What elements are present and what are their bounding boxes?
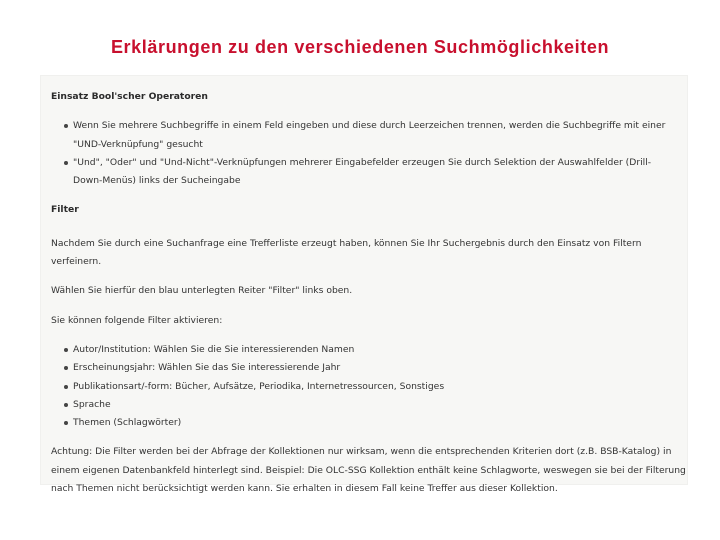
- bullet-icon: [64, 348, 68, 352]
- filter-bullet-list: [51, 341, 687, 432]
- section-heading-boolean: Einsatz Bool'scher Operatoren: [51, 91, 208, 102]
- list-item: [73, 396, 687, 414]
- bullet-icon: [64, 161, 68, 165]
- bullet-icon: [64, 403, 68, 407]
- spacer: [51, 106, 687, 117]
- bullet-icon: [64, 366, 68, 370]
- list-item-text: Sprache: [73, 398, 111, 410]
- list-item: [73, 378, 687, 396]
- section-heading-filter: Filter: [51, 204, 79, 216]
- page-title: Erklärungen zu den verschiedenen Suchmöglichkeiten: [110, 37, 610, 57]
- filter-options-intro-text: Sie können folgende Filter aktivieren:: [51, 314, 223, 326]
- filter-note-text: Achtung: Die Filter werden bei der Abfrage der Kollektionen nur wirksam, wenn die entsprechenden Kriterien dort (z.B. BSB-Katalog) in einem eigenen Datenbankfeld hinterlegt sind. Beispiel: Die OLC-SSG Kollektion enthält keine Schlagworte, weswegen sie bei der Filterung nach Themen nicht berücksichtigt werden kann. Sie erhalten in diesem Fall keine Treffer aus dieser Kollektion.: [51, 446, 686, 495]
- spacer: [51, 330, 687, 341]
- list-item-text: Autor/Institution: Wählen Sie die Sie interessierenden Namen: [73, 343, 355, 355]
- content-panel: [40, 75, 688, 495]
- filter-tab-hint-text: Wählen Sie hierfür den blau unterlegten Reiter "Filter" links oben.: [51, 285, 353, 297]
- filter-intro-text: Nachdem Sie durch eine Suchanfrage eine Trefferliste erzeugt haben, können Sie Ihr Suchergebnis durch den Einsatz von Filtern verfeinern.: [51, 237, 642, 268]
- list-item: [73, 359, 687, 377]
- bullet-icon: [64, 124, 68, 128]
- list-item-text: Wenn Sie mehrere Suchbegriffe in einem Feld eingeben und diese durch Leerzeichen trennen, werden die Suchbegriffe mit einer "UND-Verknüpfung" gesucht: [73, 120, 666, 150]
- list-item: [73, 414, 687, 432]
- bullet-icon: [64, 385, 68, 389]
- list-item-text: Publikationsart/-form: Bücher, Aufsätze, Periodika, Internetressourcen, Sonstiges: [73, 380, 445, 392]
- spacer: [51, 432, 687, 443]
- spacer: [51, 301, 687, 312]
- bullet-icon: [64, 421, 68, 425]
- boolean-bullet-list: [51, 117, 687, 190]
- spacer: [51, 271, 687, 282]
- list-item-text: Erscheinungsjahr: Wählen Sie das Sie interessierende Jahr: [73, 362, 341, 374]
- spacer: [51, 220, 687, 235]
- spacer: [51, 190, 687, 201]
- list-item-text: "Und", "Oder" und "Und-Nicht"-Verknüpfungen mehrerer Eingabefelder erzeugen Sie durch Selektion der Auswahlfelder (Drill-Down-Menüs) links der Sucheingabe: [73, 156, 652, 187]
- list-item-text: Themen (Schlagwörter): [73, 417, 182, 429]
- list-item: [73, 117, 687, 154]
- list-item: [73, 154, 687, 191]
- list-item: [73, 341, 687, 359]
